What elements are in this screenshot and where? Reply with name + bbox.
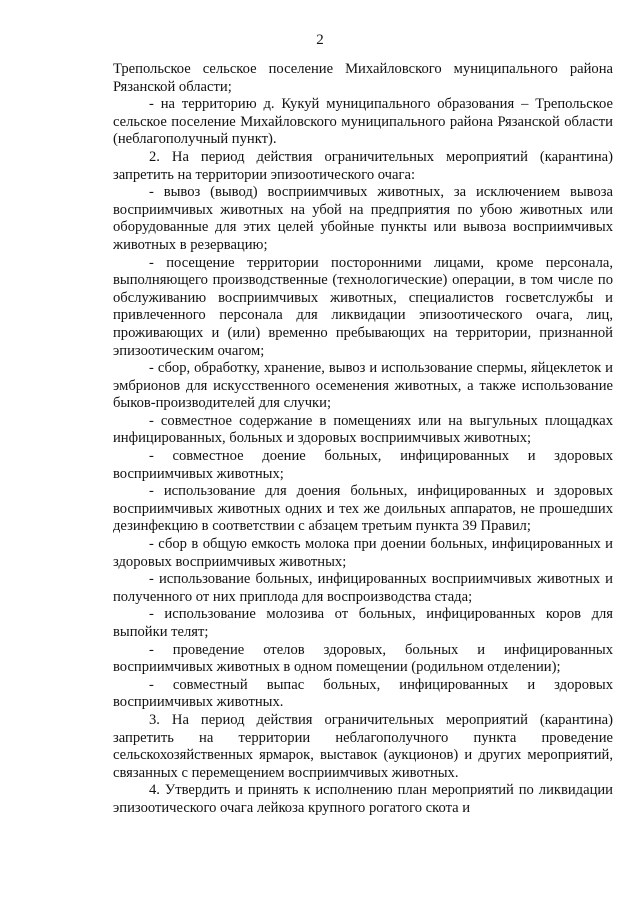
paragraph: - использование больных, инфицированных восприимчивых животных и полученного от них приплода для воспроизводства стада; <box>113 571 613 605</box>
paragraph: 2. На период действия ограничительных мероприятий (карантина) запретить на территории эпизоотического очага: <box>113 148 613 183</box>
paragraph: 3. На период действия ограничительных мероприятий (карантина) запретить на территории неблагополучного пункта проведение сельскохозяйственных ярмарок, выставок (аукционов) и других мероприятий, связанных с перемещением восприимчивых животных. <box>113 711 613 781</box>
paragraph: - совместный выпас больных, инфицированных и здоровых восприимчивых животных. <box>113 676 613 711</box>
paragraph: - сбор, обработку, хранение, вывоз и использование спермы, яйцеклеток и эмбрионов для искусственного осеменения животных, а также использование быков-производителей для случки; <box>113 360 613 412</box>
page-number: 2 <box>316 32 324 48</box>
paragraph: - использование для доения больных, инфицированных и здоровых восприимчивых животных одних и тех же доильных аппаратов, не прошедших дезинфекцию в соответствии с абзацем третьим пункта 39 Правил; <box>113 483 613 535</box>
paragraph: - совместное доение больных, инфицированных и здоровых восприимчивых животных; <box>113 448 613 482</box>
paragraph: - на территорию д. Кукуй муниципального образования – Трепольское сельское поселение Михайловского муниципального района Рязанской области (неблагополучный пункт). <box>113 96 613 148</box>
document-body <box>113 61 613 818</box>
paragraph: - использование молозива от больных, инфицированных коров для выпойки телят; <box>113 606 613 640</box>
paragraph: - посещение территории посторонними лицами, кроме персонала, выполняющего производственные (технологические) операции, в том числе по обслуживанию восприимчивых животных, специалистов госветслужбы и привлеченного персонала для ликвидации эпизоотического очага, лиц, проживающих и (или) временно пребывающих на территории, признанной эпизоотическим очагом; <box>113 254 613 359</box>
paragraph: - совместное содержание в помещениях или на выгульных площадках инфицированных, больных и здоровых восприимчивых животных; <box>113 412 613 447</box>
paragraph: - вывоз (вывод) восприимчивых животных, за исключением вывоза восприимчивых животных на убой на предприятия по убою животных или оборудованные для этих целей убойные пункты или вывоза восприимчивых животных в резервацию; <box>113 184 613 253</box>
paragraph: - сбор в общую емкость молока при доении больных, инфицированных и здоровых восприимчивых животных; <box>113 536 613 570</box>
paragraph: - проведение отелов здоровых, больных и инфицированных восприимчивых животных в одном помещении (родильном отделении); <box>113 641 613 676</box>
paragraph: Трепольское сельское поселение Михайловского муниципального района Рязанской области; <box>113 61 613 95</box>
paragraph: 4. Утвердить и принять к исполнению план мероприятий по ликвидации эпизоотического очага лейкоза крупного рогатого скота и <box>113 782 613 816</box>
